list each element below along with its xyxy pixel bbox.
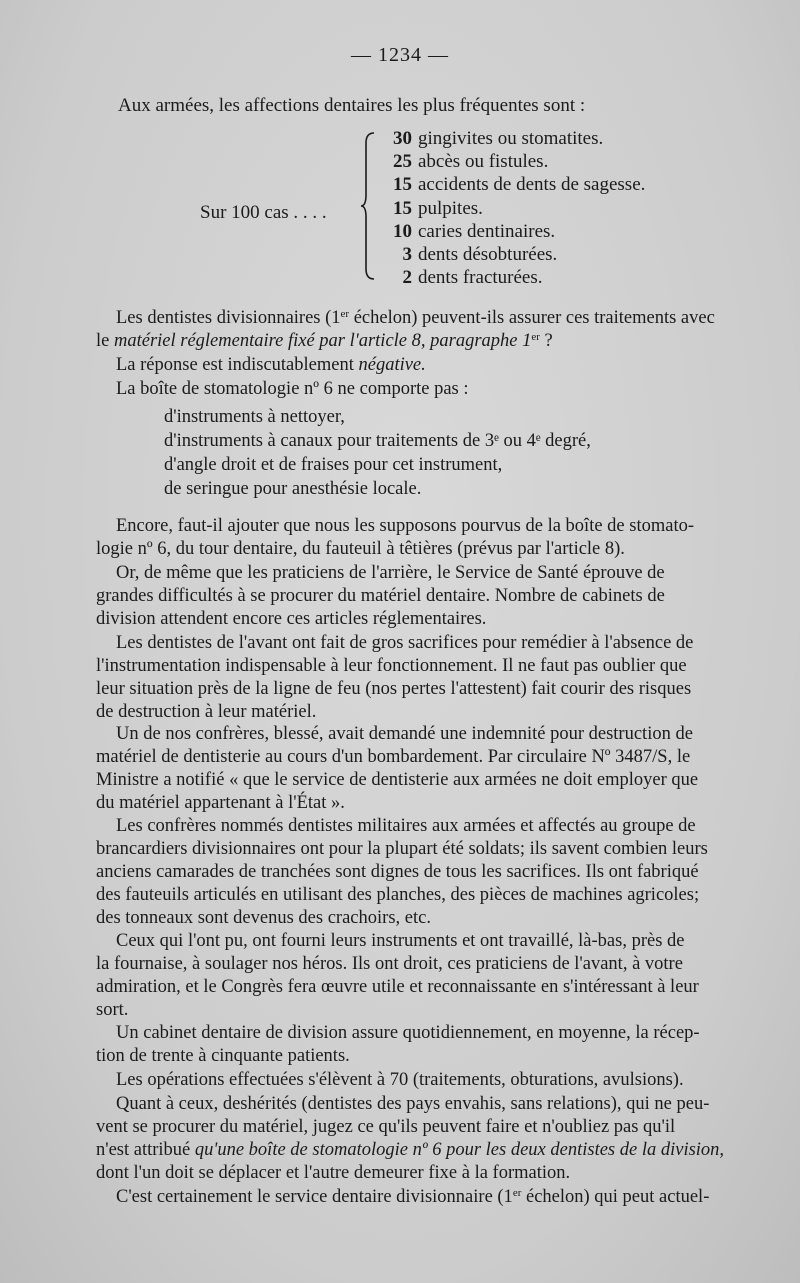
paragraph-line: matériel de dentisterie au cours d'un bombardement. Par circulaire Nº 3487/S, le <box>96 747 691 767</box>
statistics-block <box>0 127 800 292</box>
paragraph-line: Quant à ceux, deshérités (dentistes des pays envahis, sans relations), qui ne peu- <box>116 1094 710 1114</box>
page-number: — 1234 — <box>351 44 449 66</box>
paragraph-line: leur situation près de la ligne de feu (nos pertes l'attestent) fait courir des risques <box>96 679 692 699</box>
paragraph-line: Ceux qui l'ont pu, ont fourni leurs instruments et ont travaillé, là-bas, près de <box>116 931 685 951</box>
paragraph-line: Les dentistes de l'avant ont fait de gros sacrifices pour remédier à l'absence de <box>116 633 694 653</box>
paragraph-line: l'instrumentation indispensable à leur fonctionnement. Il ne faut pas oublier que <box>96 656 687 676</box>
stat-item: 15 pulpites. <box>393 197 483 219</box>
paragraph-line: Un cabinet dentaire de division assure quotidiennement, en moyenne, la récep- <box>116 1023 700 1043</box>
paragraph-line: brancardiers divisionnaires ont pour la plupart été soldats; ils savent combien leurs <box>96 839 708 859</box>
stat-item: 15 accidents de dents de sagesse. <box>393 174 646 196</box>
curly-brace-icon <box>360 131 378 281</box>
answer-line: La réponse est indiscutablement négative. <box>116 355 426 375</box>
paragraph-line: grandes difficultés à se procurer du matériel dentaire. Nombre de cabinets de <box>96 586 665 606</box>
paragraph-line: Les opérations effectuées s'élèvent à 70 (traitements, obturations, avulsions). <box>116 1070 684 1090</box>
paragraph-line: des fauteuils articulés en utilisant des planches, des pièces de machines agricoles; <box>96 885 700 905</box>
question-line: Les dentistes divisionnaires (1er échelon) peuvent-ils assurer ces traitements avec <box>116 308 715 328</box>
missing-item: d'angle droit et de fraises pour cet instrument, <box>164 455 503 475</box>
stat-item: 30 gingivites ou stomatites. <box>393 128 604 149</box>
paragraph-line: logie nº 6, du tour dentaire, du fauteuil à têtières (prévus par l'article 8). <box>96 539 625 559</box>
paragraph-line: Les confrères nommés dentistes militaires aux armées et affectés au groupe de <box>116 816 696 836</box>
stat-item: 25 abcès ou fistules. <box>393 151 549 173</box>
paragraph-line: Un de nos confrères, blessé, avait demandé une indemnité pour destruction de <box>116 724 693 744</box>
missing-item: de seringue pour anesthésie locale. <box>164 479 422 499</box>
box-intro: La boîte de stomatologie nº 6 ne comporte pas : <box>116 379 469 399</box>
missing-item: d'instruments à nettoyer, <box>164 407 345 427</box>
paragraph-line: de destruction à leur matériel. <box>96 702 317 722</box>
stat-item: 3 dents désobturées. <box>402 243 558 265</box>
paragraph-line: des tonneaux sont devenus des crachoirs, etc. <box>96 908 431 928</box>
statistics-list <box>384 127 645 289</box>
paragraph-line: vent se procurer du matériel, jugez ce qu'ils peuvent faire et n'oubliez pas qu'il <box>96 1117 676 1137</box>
stat-item: 10 caries dentinaires. <box>393 220 556 242</box>
paragraph-line: sort. <box>96 1000 129 1020</box>
paragraph-line: n'est attribué qu'une boîte de stomatologie nº 6 pour les deux dentistes de la division, <box>96 1140 725 1160</box>
paragraph-line: dont l'un doit se déplacer et l'autre demeurer fixe à la formation. <box>96 1163 571 1183</box>
paragraph-line: division attendent encore ces articles réglementaires. <box>96 609 487 629</box>
paragraph-line: C'est certainement le service dentaire divisionnaire (1er échelon) qui peut actuel- <box>116 1187 710 1207</box>
question-line: le matériel réglementaire fixé par l'article 8, paragraphe 1er ? <box>96 331 553 351</box>
paragraph-line: du matériel appartenant à l'État ». <box>96 793 345 813</box>
stat-item: 2 dents fracturées. <box>402 267 543 289</box>
paragraph-line: Or, de même que les praticiens de l'arrière, le Service de Santé éprouve de <box>116 563 665 583</box>
intro-line: Aux armées, les affections dentaires les plus fréquentes sont : <box>118 95 586 116</box>
missing-item: d'instruments à canaux pour traitements de 3ᵉ ou 4ᵉ degré, <box>164 431 591 451</box>
paragraph-line: anciens camarades de tranchées sont dignes de tous les sacrifices. Ils ont fabriqué <box>96 862 699 882</box>
paragraph-line: Ministre a notifié « que le service de dentisterie aux armées ne doit employer que <box>96 770 699 790</box>
paragraph-line: la fournaise, à soulager nos héros. Ils ont droit, ces praticiens de l'avant, à votre <box>96 954 683 974</box>
statistics-lead: Sur 100 cas . . . . <box>200 202 327 223</box>
paragraph-line: admiration, et le Congrès fera œuvre utile et reconnaissante en s'intéressant à leur <box>96 977 699 997</box>
paragraph-line: tion de trente à cinquante patients. <box>96 1046 350 1066</box>
paragraph-line: Encore, faut-il ajouter que nous les supposons pourvus de la boîte de stomato- <box>116 516 694 536</box>
